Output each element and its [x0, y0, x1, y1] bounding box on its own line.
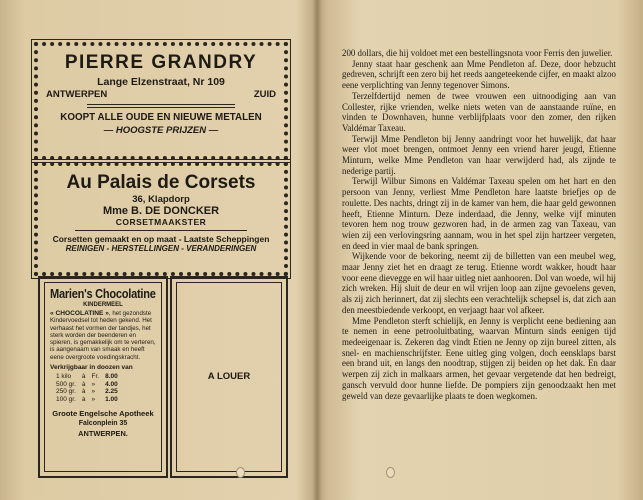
price-label: Fr.	[91, 373, 100, 381]
ad-grandry-name: PIERRE GRANDRY	[64, 52, 258, 73]
ad-corsets-name: Au Palais de Corsets	[66, 172, 256, 193]
ad-grandry-city-row	[38, 89, 284, 100]
price-value: 2.25	[105, 388, 118, 396]
right-page	[320, 8, 635, 492]
price-label: »	[91, 395, 96, 403]
price-label: »	[91, 380, 96, 388]
ad-corsets-trade: CORSETMAAKSTER	[115, 217, 207, 227]
price-value: 8.00	[105, 373, 118, 381]
ad-grandry-district: ZUID	[253, 89, 276, 100]
ad-corsets-services: REINIGEN - HERSTELLINGEN - VERANDERINGEN	[65, 244, 257, 253]
ad-chocolatine-city: ANTWERPEN.	[78, 429, 128, 439]
ad-chocolatine-lead: « CHOCOLATINE »	[50, 310, 109, 317]
ad-corsets-address: 36, Klapdorp	[132, 194, 190, 205]
price-row	[56, 373, 124, 381]
ad-chocolatine-sale-heading: Verkrijgbaar in doozen van	[50, 364, 133, 372]
price-qty: 1 kilo	[56, 373, 72, 381]
story-paragraph: 200 dollars, die hij voldoet met een bestellingsnota voor Ferris den juwelier.	[342, 48, 613, 58]
price-sep: à	[81, 380, 86, 388]
ad-space-frame	[176, 282, 282, 472]
ad-chocolatine-shop: Groote Engelsche Apotheek	[52, 409, 154, 419]
binding-hole	[236, 467, 245, 478]
ad-chocolatine-description	[50, 310, 156, 361]
price-sep: à	[81, 395, 86, 403]
divider	[75, 230, 247, 231]
story-paragraph: Jenny staat haar geschenk aan Mme Pendleton af. Deze, door hebzucht gedreven, schrijft een zero bij het reeds aangeteekende cijfer, en maakt alzoo eene verplichting van Jenny tegenover Simons.	[342, 58, 616, 91]
ad-chocolatine-subtitle: KINDERMEEL	[83, 302, 123, 308]
divider	[87, 104, 235, 108]
price-row	[56, 388, 124, 396]
ad-chocolatine-address: Falconplein 35	[78, 420, 128, 428]
ad-grandry	[34, 42, 288, 160]
price-value: 4.00	[105, 380, 118, 388]
binding-hole	[386, 467, 395, 478]
price-sep: à	[81, 388, 86, 396]
ad-grandry-prices: — HOOGSTE PRIJZEN —	[103, 125, 219, 136]
ad-corsets	[34, 162, 288, 276]
story-paragraph: Mme Pendleton sterft schielijk, en Jenny is verplicht eene bediening aan te nemen in eene petrooluitbating, waarvan Minturn sinds eenigen tijd medeeigenaar is. Zekeren dag vindt Etien ne Jenny op zijn bureel zitten, als snel- en machienschrijfster. Eene uitleg ging volgen, doch eensklaps barst een brand uit, en langs den noodtrap, stijgen zij beiden op het dak. En daar werpen zij zich in malkaars armen, het gevaar vergetende dat hen bedreigt, gansch vervuld door hunne liefde. De pompiers zijn genoodzaakt hen met geweld van deze gevaarlijke plaats te doen wegkomen.	[342, 315, 616, 401]
ad-grandry-street: Lange Elzenstraat, Nr 109	[97, 76, 225, 88]
story-paragraph: Terwijl Mme Pendleton bij Jenny aandringt voor het huwelijk, dat haar weer vlot moet brengen, ontmoet Jenny een vriend harer jeugd, Etienne Minturn, welke Mme Pendleton van haar verwijderd had, als zijnde te nederige partij.	[342, 133, 616, 176]
price-row	[56, 396, 124, 404]
price-table	[56, 373, 124, 403]
ad-space-label: A LOUER	[207, 371, 251, 382]
story-text	[342, 48, 616, 401]
ad-grandry-buys: KOOPT ALLE OUDE EN NIEUWE METALEN	[60, 112, 262, 123]
story-paragraph: Wijkende voor de bekoring, neemt zij de billetten van een meubel weg, maar Jenny ziet het en draagt ze terug. Etienne wordt wakker, houdt haar voor eene dievegge en wil haar uitleg niet aanhooren. Dol van woede, wil hij zich wreken. Hij sluit de deur en wil vrijen loop aan zijne gevoelens geven, als zij zich herinnert, dat zij slechts een verachtelijk schepsel is, dat zich aan den meestbiedende verkoopt, en verjaagt haar vol afkeer.	[342, 251, 616, 315]
ad-corsets-made: Corsetten gemaakt en op maat - Laatste Scheppingen	[52, 234, 270, 244]
ad-corsets-owner: Mme B. DE DONCKER	[102, 205, 220, 217]
ad-chocolatine-title: Marien's Chocolatine	[50, 286, 156, 301]
price-label: »	[91, 388, 96, 396]
ad-chocolatine	[38, 276, 168, 478]
price-value: 1.00	[105, 395, 118, 403]
ad-chocolatine-body: , het gezondste Kindervoedsel tot heden gekend. Het verhaast het vormen der tandjes, het sterk worden der beenderen en spieren, is gemakkelijk om te verteren, is aangenaam van smaak en heeft eene overgroote voedingskracht.	[50, 310, 156, 361]
price-qty: 100 gr.	[56, 395, 76, 403]
ad-chocolatine-frame	[44, 282, 162, 472]
story-paragraph: Terzelfdertijd nemen de twee vrouwen een uitnoodiging aan van Collester, rijke vrienden, welke niets weten van de aanstaande ruïne, en vinden te Downhaven, hunne verblijfplaats voor den zomer, den rijken Valdémar Taxeau.	[342, 90, 616, 133]
price-qty: 250 gr.	[56, 388, 76, 396]
price-row	[56, 381, 124, 389]
price-sep: à	[81, 373, 86, 381]
price-qty: 500 gr.	[56, 380, 76, 388]
ad-grandry-city: ANTWERPEN	[46, 89, 108, 100]
ad-space-for-rent	[170, 276, 288, 478]
story-paragraph: Terwijl Wilbur Simons en Valdémar Taxeau spelen om het hart en den persoon van Jenny, verliest Mme Pendleton hare laatste briefjes op de roulette. Des nachts, dringt zij in de kamer van hem, die haar geld gewonnen heeft, Etienne Minturn. Deze inderdaad, die Jenny, welke vijf minuten tevoren hem nog trouw gezworen had, in de armen zag van Taxeau, van wien zij een verlovingsring aannam, wou in het spel zijn hartzeer vergeten, en deed in vier maal de bank springen.	[342, 176, 616, 251]
